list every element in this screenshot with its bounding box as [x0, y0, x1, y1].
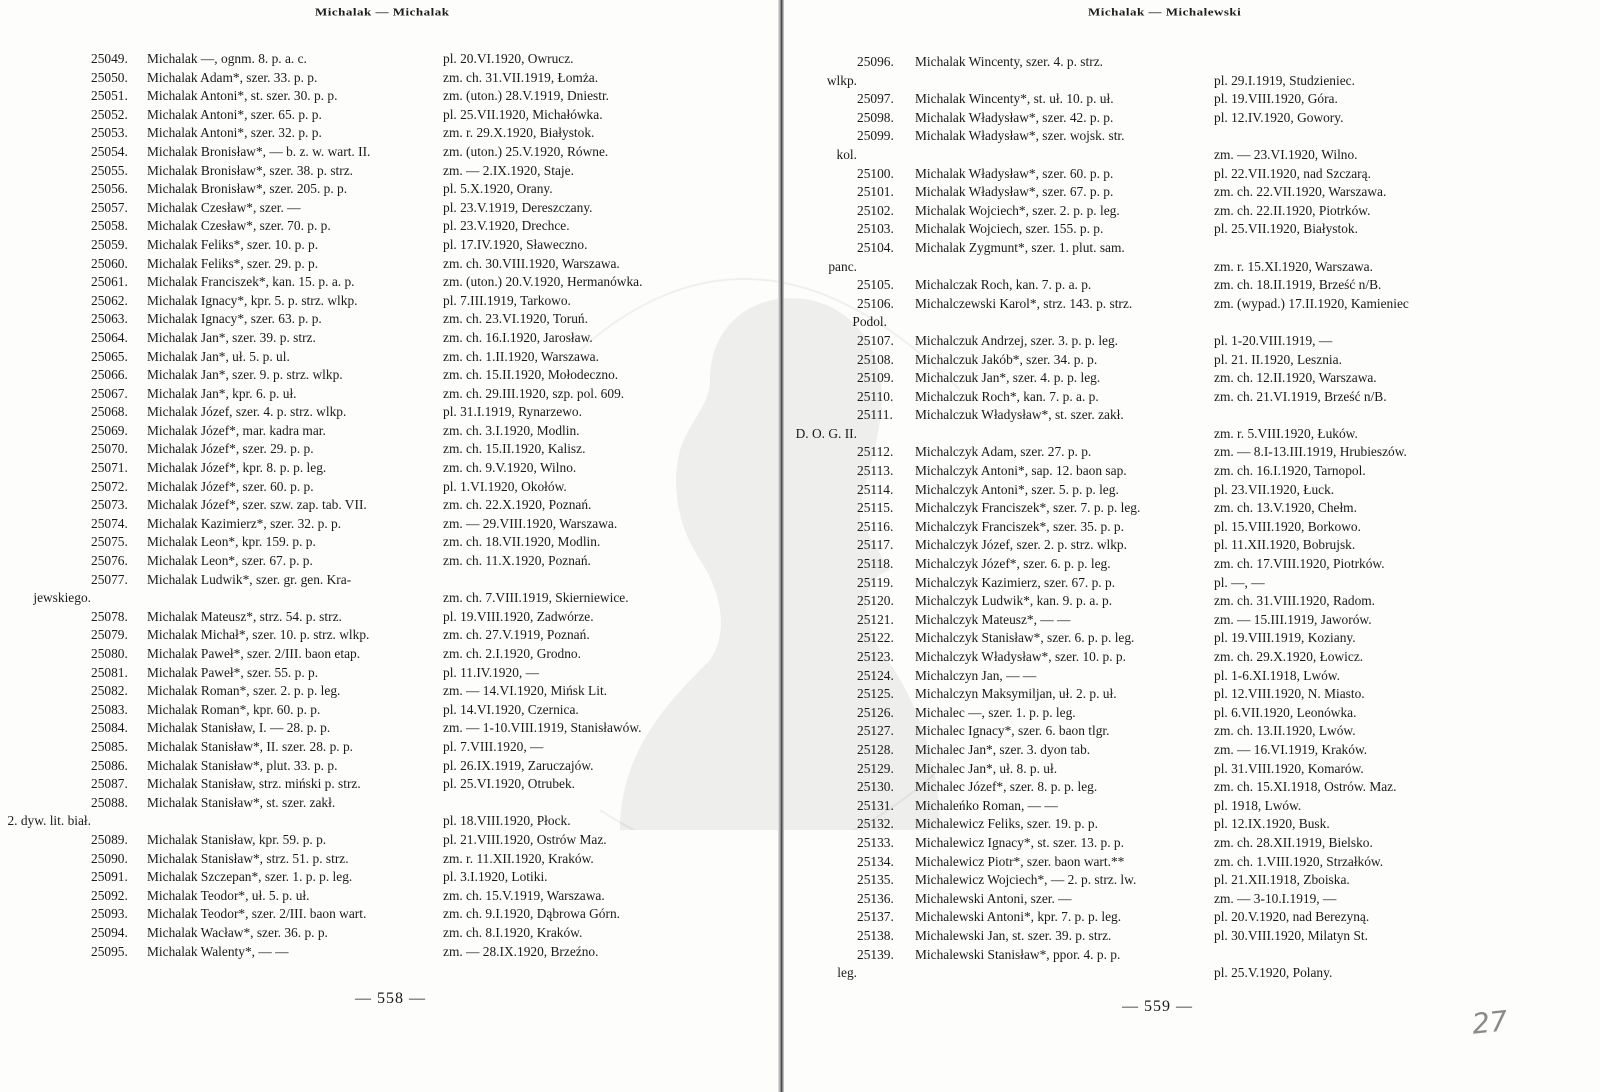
- entry-name: Michalak Paweł*, szer. 2/III. baon etap.: [147, 646, 361, 661]
- entry-number: 25093.: [91, 906, 128, 922]
- entry-name-continued: 2. dyw. lit. biał.: [7, 813, 91, 829]
- entry-name: Michalak Feliks*, szer. 10. p. p.: [147, 236, 319, 252]
- entry-status: pl. 6.VII.1920, Leonówka.: [1214, 704, 1357, 720]
- entry-name: Michalak Władysław*, szer. 60. p. p.: [915, 165, 1114, 181]
- entry-name: Michalec Ignacy*, szer. 6. baon tlgr.: [915, 723, 1110, 739]
- entry-name: Michalak Wacław*, szer. 36. p. p.: [147, 924, 328, 940]
- entry-name: Michalewicz Ignacy*, st. szer. 13. p. p.: [915, 834, 1124, 850]
- entry-name: Michalak Józef*, szer. szw. zap. tab. VII.: [147, 497, 367, 513]
- entry-name: Michalczyk Władysław*, szer. 10. p. p.: [915, 649, 1126, 664]
- entry-name: Michalec Jan*, uł. 8. p. uł.: [915, 760, 1058, 776]
- entry-status: pl. 1918, Lwów.: [1214, 797, 1302, 813]
- entry-status: zm. ch. 1.II.1920, Warszawa.: [443, 348, 599, 364]
- entry-name: Michalak Jan*, szer. 9. p. strz. wlkp.: [147, 367, 343, 383]
- entry-status: zm. ch. 3.I.1920, Modlin.: [443, 422, 580, 438]
- entry-status: pl. 22.VII.1920, nad Szczarą.: [1214, 165, 1371, 181]
- entry-status: zm. r. 29.X.1920, Białystok.: [443, 125, 595, 141]
- entry-number: 25065.: [91, 348, 128, 364]
- entry-name: Michalczyn Maksymiljan, uł. 2. p. uł.: [915, 686, 1117, 702]
- entry-status: pl. 12.VIII.1920, N. Miasto.: [1214, 686, 1365, 702]
- entry-name: Michalczyk Antoni*, sap. 12. baon sap.: [915, 463, 1127, 479]
- entry-number: 25109.: [857, 370, 894, 386]
- entry-status: pl. 19.VIII.1919, Koziany.: [1214, 630, 1356, 646]
- entry-number: 25117.: [857, 537, 894, 553]
- entry-number: 25104.: [857, 239, 894, 255]
- right-page: [784, 0, 1600, 1092]
- entry-status: zm. ch. 31.VII.1919, Łomża.: [443, 69, 599, 85]
- entry-status: pl. 23.VII.1920, Łuck.: [1214, 481, 1335, 497]
- entry-name: Michalec Józef*, szer. 8. p. p. leg.: [915, 779, 1098, 795]
- entry-status: pl. 30.VIII.1920, Milatyn St.: [1214, 927, 1368, 943]
- entry-name: Michalak Józef, szer. 4. p. strz. wlkp.: [147, 404, 347, 420]
- entry-number: 25101.: [857, 184, 894, 200]
- entry-name: Michalczuk Jan*, szer. 4. p. p. leg.: [915, 370, 1101, 386]
- entry-number: 25063.: [91, 311, 128, 327]
- entry-status: pl. 25.V.1920, Polany.: [1214, 965, 1333, 981]
- entry-name: Michalczyk Mateusz*, — —: [915, 611, 1071, 627]
- entry-name: Michalak —, ognm. 8. p. a. c.: [147, 51, 307, 66]
- entry-number: 25121.: [857, 611, 894, 627]
- entry-status: zm. — 1-10.VIII.1919, Stanisławów.: [443, 720, 642, 736]
- entry-status: pl. 25.VI.1920, Otrubek.: [443, 776, 576, 792]
- entry-status: pl. 1.VI.1920, Okołów.: [443, 478, 567, 494]
- entry-number: 25097.: [857, 91, 894, 107]
- entry-name-continued: D. O. G. II.: [795, 425, 857, 441]
- entry-number: 25082.: [91, 683, 128, 699]
- entry-name: Michalak Wojciech*, szer. 2. p. p. leg.: [915, 202, 1120, 218]
- entry-name: Michalak Teodor*, uł. 5. p. uł.: [147, 887, 310, 903]
- entry-number: 25067.: [91, 385, 128, 401]
- entry-name: Michalczyk Stanisław*, szer. 6. p. p. leg.: [915, 630, 1135, 646]
- entry-status: zm. ch. 7.VIII.1919, Skierniewice.: [443, 590, 629, 606]
- entry-number: 25132.: [857, 816, 894, 832]
- entry-number: 25125.: [857, 686, 894, 702]
- entry-number: 25135.: [857, 872, 894, 888]
- entry-status: pl. 20.VI.1920, Owrucz.: [443, 51, 574, 66]
- entry-status: pl. 7.VIII.1920, —: [443, 738, 544, 754]
- entry-status: zm. ch. 16.I.1920, Jarosław.: [443, 329, 593, 345]
- entry-name: Michalewski Antoni, szer. —: [915, 890, 1072, 906]
- entry-status: pl. 19.VIII.1920, Zadwórze.: [443, 608, 594, 624]
- entry-number: 25085.: [91, 738, 128, 754]
- entry-status: zm. ch. 28.XII.1919, Bielsko.: [1214, 834, 1373, 850]
- entry-name: Michalak Władysław*, szer. wojsk. str.: [915, 128, 1125, 144]
- entry-status: pl. 31.VIII.1920, Komarów.: [1214, 760, 1364, 776]
- entry-status: zm. ch. 11.X.1920, Poznań.: [443, 553, 591, 569]
- entry-number: 25094.: [91, 924, 128, 940]
- entry-status: pl. 26.IX.1919, Zaruczajów.: [443, 757, 594, 773]
- entry-status: pl. 14.VI.1920, Czernica.: [443, 701, 579, 717]
- entry-status: zm. ch. 8.I.1920, Kraków.: [443, 924, 583, 940]
- entry-status: zm. — 29.VIII.1920, Warszawa.: [443, 515, 618, 531]
- entry-status: zm. ch. 15.V.1919, Warszawa.: [443, 887, 605, 903]
- entry-status: Podol.: [852, 314, 887, 330]
- entry-name: Michalak Jan*, uł. 5. p. ul.: [147, 348, 290, 364]
- entry-number: 25096.: [857, 54, 894, 69]
- entry-number: 25114.: [857, 481, 894, 497]
- entry-number: 25102.: [857, 202, 894, 218]
- entry-status: pl. 23.V.1920, Drechce.: [443, 218, 570, 234]
- entry-number: 25084.: [91, 720, 128, 736]
- entry-status: pl. 3.I.1920, Lotiki.: [443, 869, 548, 885]
- entry-number: 25081.: [91, 664, 128, 680]
- entry-name: Michalczewski Karol*, strz. 143. p. strz.: [915, 295, 1133, 311]
- entry-status: zm. ch. 13.II.1920, Lwów.: [1214, 723, 1356, 739]
- entry-number: 25113.: [857, 463, 894, 479]
- entry-status: pl. 11.XII.1920, Bobrujsk.: [1214, 537, 1356, 553]
- entry-status: zm. ch. 18.VII.1920, Modlin.: [443, 534, 601, 550]
- entry-name: Michalczyk Franciszek*, szer. 35. p. p.: [915, 518, 1124, 534]
- entry-status: pl. 25.VII.1920, Białystok.: [1214, 221, 1358, 237]
- entry-name: Michalewski Stanisław*, ppor. 4. p. p.: [915, 946, 1121, 962]
- entry-number: 25105.: [857, 277, 894, 293]
- entry-name: Michalczyk Kazimierz, szer. 67. p. p.: [915, 574, 1116, 590]
- entry-name: Michalak Roman*, szer. 2. p. p. leg.: [147, 683, 341, 699]
- entry-number: 25110.: [857, 388, 894, 404]
- entry-status: zm. ch. 13.V.1920, Chełm.: [1214, 500, 1357, 516]
- entry-status: zm. ch. 30.VIII.1920, Warszawa.: [443, 255, 620, 271]
- entry-number: 25059.: [91, 236, 128, 252]
- entry-name: Michalak Jan*, kpr. 6. p. uł.: [147, 385, 297, 401]
- entry-name: Michalewski Antoni*, kpr. 7. p. p. leg.: [915, 909, 1122, 925]
- entry-number: 25074.: [91, 515, 128, 531]
- entry-number: 25095.: [91, 943, 128, 959]
- entry-name: Michalczuk Andrzej, szer. 3. p. p. leg.: [915, 332, 1119, 348]
- entry-number: 25051.: [91, 88, 128, 104]
- entry-status: zm. — 3-10.I.1919, —: [1214, 890, 1337, 906]
- entry-name-continued: kol.: [836, 146, 857, 162]
- entry-number: 25111.: [857, 407, 893, 423]
- entry-status: zm. ch. 21.VI.1919, Brześć n/B.: [1214, 388, 1387, 404]
- entry-number: 25116.: [857, 518, 894, 534]
- entry-status: pl. 25.VII.1920, Michałówka.: [443, 106, 603, 122]
- entry-number: 25087.: [91, 776, 128, 792]
- entry-name: Michalak Jan*, szer. 39. p. strz.: [147, 329, 316, 345]
- entry-number: 25060.: [91, 255, 128, 271]
- entry-number: 25071.: [91, 460, 128, 476]
- entry-name: Michalak Józef*, szer. 29. p. p.: [147, 441, 314, 457]
- entry-number: 25129.: [857, 760, 894, 776]
- entry-name: Michalak Franciszek*, kan. 15. p. a. p.: [147, 274, 355, 290]
- entry-number: 25088.: [91, 794, 128, 810]
- page-number: — 559 —: [1122, 998, 1193, 1015]
- entry-status: pl. 15.VIII.1920, Borkowo.: [1214, 518, 1361, 534]
- entry-number: 25092.: [91, 887, 128, 903]
- entry-status: pl. 12.IV.1920, Gowory.: [1214, 109, 1344, 125]
- entry-number: 25068.: [91, 404, 128, 420]
- entry-number: 25107.: [857, 332, 894, 348]
- entry-status: zm. ch. 29.X.1920, Łowicz.: [1214, 649, 1364, 664]
- entry-number: 25123.: [857, 649, 894, 664]
- entry-name: Michalak Władysław*, szer. 67. p. p.: [915, 184, 1114, 200]
- entry-name: Michalczuk Roch*, kan. 7. p. a. p.: [915, 388, 1099, 404]
- entry-status: pl. 21.XII.1918, Zboiska.: [1214, 872, 1350, 888]
- entry-number: 25131.: [857, 797, 894, 813]
- entry-number: 25086.: [91, 757, 128, 773]
- entry-name: Michalczyk Józef*, szer. 6. p. p. leg.: [915, 556, 1111, 572]
- entry-number: 25120.: [857, 593, 894, 609]
- entry-number: 25066.: [91, 367, 128, 383]
- entry-name: Michalec —, szer. 1. p. p. leg.: [915, 704, 1076, 720]
- entry-name: Michalak Bronisław*, szer. 205. p. p.: [147, 181, 348, 197]
- entry-status: pl. 7.III.1919, Tarkowo.: [443, 292, 571, 308]
- entry-status: zm. ch. 27.V.1919, Poznań.: [443, 627, 590, 643]
- entry-status: pl. 18.VIII.1920, Płock.: [443, 813, 571, 829]
- entry-name: Michalczuk Jakób*, szer. 34. p. p.: [915, 351, 1098, 367]
- entry-status: zm. — 2.IX.1920, Staje.: [443, 162, 574, 178]
- entry-name: Michalak Zygmunt*, szer. 1. plut. sam.: [915, 239, 1125, 255]
- entry-number: 25078.: [91, 608, 128, 624]
- entry-number: 25103.: [857, 221, 894, 237]
- entry-number: 25057.: [91, 199, 128, 215]
- entry-name: Michalak Stanisław, I. — 28. p. p.: [147, 720, 331, 736]
- entry-number: 25091.: [91, 869, 128, 885]
- entry-name: Michalak Czesław*, szer. 70. p. p.: [147, 218, 331, 234]
- entry-number: 25079.: [91, 627, 128, 643]
- entry-name: Michalak Stanisław*, st. szer. zakł.: [147, 794, 336, 810]
- entry-number: 25058.: [91, 218, 128, 234]
- entry-name: Michalec Jan*, szer. 3. dyon tab.: [915, 741, 1091, 757]
- entry-name: Michalak Adam*, szer. 33. p. p.: [147, 69, 318, 85]
- entry-number: 25136.: [857, 890, 894, 906]
- entry-name: Michalak Feliks*, szer. 29. p. p.: [147, 255, 319, 271]
- running-head: Michalak — Michalak: [315, 6, 450, 18]
- entry-name: Michalewicz Piotr*, szer. baon wart.**: [915, 853, 1125, 869]
- entry-name: Michalak Czesław*, szer. —: [147, 199, 301, 215]
- entry-name: Michalewicz Feliks, szer. 19. p. p.: [915, 816, 1098, 832]
- entry-status: zm. — 23.VI.1920, Wilno.: [1214, 146, 1358, 162]
- entry-name: Michalak Wincenty, szer. 4. p. strz.: [915, 54, 1103, 69]
- entry-name: Michalak Józef*, mar. kadra mar.: [147, 422, 326, 438]
- entry-name: Michalak Szczepan*, szer. 1. p. p. leg.: [147, 869, 353, 885]
- entry-number: 25124.: [857, 667, 894, 683]
- entry-status: zm. r. 11.XII.1920, Kraków.: [443, 850, 594, 866]
- entry-status: zm. — 16.VI.1919, Kraków.: [1214, 741, 1368, 757]
- entry-status: zm. ch. 23.VI.1920, Toruń.: [443, 311, 588, 327]
- entry-status: zm. ch. 1.VIII.1920, Strzałków.: [1214, 853, 1384, 869]
- entry-status: zm. ch. 9.I.1920, Dąbrowa Górn.: [443, 906, 621, 922]
- entry-number: 25099.: [857, 128, 894, 144]
- entry-number: 25056.: [91, 181, 128, 197]
- entry-number: 25108.: [857, 351, 894, 367]
- entry-status: zm. — 14.VI.1920, Mińsk Lit.: [443, 683, 608, 699]
- entry-number: 25137.: [857, 909, 894, 925]
- entry-name: Michalewski Jan, st. szer. 39. p. strz.: [915, 927, 1112, 943]
- entry-status: zm. ch. 15.II.1920, Kalisz.: [443, 441, 586, 457]
- entry-name: Michalak Wojciech, szer. 155. p. p.: [915, 221, 1104, 237]
- entry-name: Michalczyk Franciszek*, szer. 7. p. p. leg.: [915, 500, 1141, 516]
- entry-name: Michalak Bronisław*, szer. 38. p. strz.: [147, 162, 354, 178]
- entry-status: pl. 29.I.1919, Studzieniec.: [1214, 72, 1355, 88]
- entry-status: zm. ch. 22.II.1920, Piotrków.: [1214, 202, 1371, 218]
- entry-number: 25064.: [91, 329, 128, 345]
- entry-number: 25128.: [857, 741, 894, 757]
- entry-status: zm. ch. 15.II.1920, Mołodeczno.: [443, 367, 619, 383]
- entry-status: pl. 21.VIII.1920, Ostrów Maz.: [443, 831, 607, 847]
- entry-number: 25139.: [857, 946, 894, 962]
- pencil-note: 27: [1470, 1004, 1510, 1041]
- entry-name: Michalak Mateusz*, strz. 54. p. strz.: [147, 608, 342, 624]
- entry-name-continued: jewskiego.: [33, 590, 91, 606]
- entry-name: Michalak Ignacy*, kpr. 5. p. strz. wlkp.: [147, 292, 358, 308]
- entry-status: zm. (uton.) 25.V.1920, Równe.: [443, 143, 609, 159]
- entry-status: pl. 11.IV.1920, —: [443, 664, 539, 680]
- entry-name: Michalak Stanisław*, plut. 33. p. p.: [147, 757, 338, 773]
- entry-status: pl. 23.V.1919, Dereszczany.: [443, 199, 593, 215]
- entry-number: 25090.: [91, 850, 128, 866]
- entry-status: zm. ch. 22.X.1920, Poznań.: [443, 497, 592, 513]
- page-number: — 558 —: [355, 990, 426, 1007]
- entry-number: 25052.: [91, 106, 128, 122]
- entry-number: 25100.: [857, 165, 894, 181]
- entry-status: pl. 17.IV.1920, Sławeczno.: [443, 236, 588, 252]
- entry-status: pl. 21. II.1920, Lesznia.: [1214, 351, 1342, 367]
- entry-status: zm. ch. 16.I.1920, Tarnopol.: [1214, 463, 1366, 479]
- entry-status: zm. ch. 29.III.1920, szp. pol. 609.: [443, 385, 625, 401]
- entry-name: Michalczyk Józef, szer. 2. p. strz. wlkp.: [915, 537, 1127, 553]
- entry-number: 25054.: [91, 143, 128, 159]
- entry-status: zm. (wypad.) 17.II.1920, Kamieniec: [1214, 295, 1409, 311]
- entry-name: Michalak Stanisław*, strz. 51. p. strz.: [147, 850, 349, 866]
- entry-number: 25119.: [857, 574, 894, 590]
- entry-status: pl. 12.IX.1920, Busk.: [1214, 816, 1330, 832]
- entry-name: Michalak Władysław*, szer. 42. p. p.: [915, 109, 1114, 125]
- entry-name: Michalak Wincenty*, st. uł. 10. p. uł.: [915, 91, 1114, 107]
- entry-number: 25138.: [857, 927, 894, 943]
- entry-status: zm. ch. 31.VIII.1920, Radom.: [1214, 593, 1376, 609]
- entry-number: 25049.: [91, 51, 128, 66]
- entry-name: Michalak Antoni*, szer. 32. p. p.: [147, 125, 322, 141]
- entry-status: pl. 5.X.1920, Orany.: [443, 181, 553, 197]
- entry-status: zm. — 8.I-13.III.1919, Hrubieszów.: [1214, 444, 1407, 460]
- entry-name: Michalak Michał*, szer. 10. p. strz. wlkp.: [147, 627, 370, 643]
- entry-status: pl. 19.VIII.1920, Góra.: [1214, 91, 1338, 107]
- entry-name: Michalczuk Władysław*, st. szer. zakł.: [915, 407, 1124, 423]
- entry-name: Michalak Paweł*, szer. 55. p. p.: [147, 664, 319, 680]
- entry-number: 25053.: [91, 125, 128, 141]
- entry-number: 25118.: [857, 556, 894, 572]
- entry-number: 25075.: [91, 534, 128, 550]
- entry-name: Michalak Kazimierz*, szer. 32. p. p.: [147, 515, 342, 531]
- entry-number: 25073.: [91, 497, 128, 513]
- entry-number: 25098.: [857, 109, 894, 125]
- entry-name: Michalak Leon*, szer. 67. p. p.: [147, 553, 313, 569]
- entry-name: Michalak Antoni*, szer. 65. p. p.: [147, 106, 322, 122]
- entry-name: Michalak Józef*, szer. 60. p. p.: [147, 478, 314, 494]
- entry-name: Michalak Teodor*, szer. 2/III. baon wart.: [147, 906, 367, 922]
- entry-name: Michalak Stanisław*, II. szer. 28. p. p.: [147, 738, 354, 754]
- entry-status: zm. ch. 12.II.1920, Warszawa.: [1214, 370, 1377, 386]
- entry-status: pl. 20.V.1920, nad Berezyną.: [1214, 909, 1370, 925]
- entry-name: Michalczyk Adam, szer. 27. p. p.: [915, 444, 1092, 460]
- entry-status: zm. ch. 22.VII.1920, Warszawa.: [1214, 184, 1387, 200]
- entry-number: 25050.: [91, 69, 128, 85]
- entry-status: zm. ch. 17.VIII.1920, Piotrków.: [1214, 556, 1385, 572]
- entry-number: 25089.: [91, 831, 128, 847]
- entry-name: Michalak Józef*, kpr. 8. p. p. leg.: [147, 460, 327, 476]
- entry-number: 25076.: [91, 553, 128, 569]
- entry-status: zm. (uton.) 20.V.1920, Hermanówka.: [443, 274, 643, 290]
- entry-name: Michalczyn Jan, — —: [915, 667, 1037, 683]
- entry-status: zm. ch. 2.I.1920, Grodno.: [443, 646, 581, 661]
- entry-name: Michalak Roman*, kpr. 60. p. p.: [147, 701, 321, 717]
- entry-status: pl. 1-6.XI.1918, Lwów.: [1214, 667, 1340, 683]
- entry-name: Michalczyk Antoni*, szer. 5. p. p. leg.: [915, 481, 1119, 497]
- entry-number: 25122.: [857, 630, 894, 646]
- entry-status: pl. —, —: [1214, 574, 1265, 590]
- entry-name: Michalczak Roch, kan. 7. p. a. p.: [915, 277, 1092, 293]
- entry-number: 25126.: [857, 704, 894, 720]
- entry-number: 25106.: [857, 295, 894, 311]
- entry-name: Michalak Walenty*, — —: [147, 943, 289, 959]
- entry-name: Michalak Antoni*, st. szer. 30. p. p.: [147, 88, 338, 104]
- entry-number: 25083.: [91, 701, 128, 717]
- entry-name: Michalak Leon*, kpr. 159. p. p.: [147, 534, 316, 550]
- entry-name: Michalak Stanisław, strz. miński p. strz.: [147, 776, 361, 792]
- entry-number: 25112.: [857, 444, 894, 460]
- entry-name: Michaleńko Roman, — —: [915, 797, 1058, 813]
- entry-name-continued: wlkp.: [826, 72, 857, 88]
- entry-status: zm. ch. 15.XI.1918, Ostrów. Maz.: [1214, 779, 1397, 795]
- entry-status: pl. 1-20.VIII.1919, —: [1214, 332, 1333, 348]
- entry-number: 25070.: [91, 441, 128, 457]
- entry-name: Michalak Bronisław*, — b. z. w. wart. II.: [147, 143, 371, 159]
- entry-name: Michalak Ludwik*, szer. gr. gen. Kra-: [147, 571, 352, 587]
- entry-status: zm. (uton.) 28.V.1919, Dniestr.: [443, 88, 610, 104]
- entry-number: 25115.: [857, 500, 894, 516]
- entry-status: zm. ch. 18.II.1919, Brześć n/B.: [1214, 277, 1382, 293]
- entry-name: Michalczyk Ludwik*, kan. 9. p. a. p.: [915, 593, 1113, 609]
- entry-number: 25133.: [857, 834, 894, 850]
- entry-number: 25130.: [857, 779, 894, 795]
- entry-number: 25062.: [91, 292, 128, 308]
- entry-status: zm. — 28.IX.1920, Brzeźno.: [443, 943, 599, 959]
- entry-number: 25069.: [91, 422, 128, 438]
- entry-status: zm. ch. 9.V.1920, Wilno.: [443, 460, 577, 476]
- entry-number: 25077.: [91, 571, 128, 587]
- entry-status: zm. r. 15.XI.1920, Warszawa.: [1214, 258, 1373, 274]
- entry-number: 25127.: [857, 723, 894, 739]
- entry-number: 25134.: [857, 853, 894, 869]
- entry-number: 25080.: [91, 646, 128, 661]
- entry-number: 25055.: [91, 162, 128, 178]
- entry-status: zm. r. 5.VIII.1920, Łuków.: [1214, 425, 1358, 441]
- entry-name-continued: panc.: [828, 258, 857, 274]
- entry-name: Michalak Stanisław, kpr. 59. p. p.: [147, 831, 327, 847]
- entry-number: 25061.: [91, 274, 128, 290]
- entry-name-continued: leg.: [837, 965, 857, 981]
- running-head: Michalak — Michalewski: [1088, 6, 1242, 18]
- entry-number: 25072.: [91, 478, 128, 494]
- entry-name: Michalak Ignacy*, szer. 63. p. p.: [147, 311, 322, 327]
- entry-status: pl. 31.I.1919, Rynarzewo.: [443, 404, 582, 420]
- entry-status: zm. — 15.III.1919, Jaworów.: [1214, 611, 1372, 627]
- entry-name: Michalewicz Wojciech*, — 2. p. strz. lw.: [915, 872, 1137, 888]
